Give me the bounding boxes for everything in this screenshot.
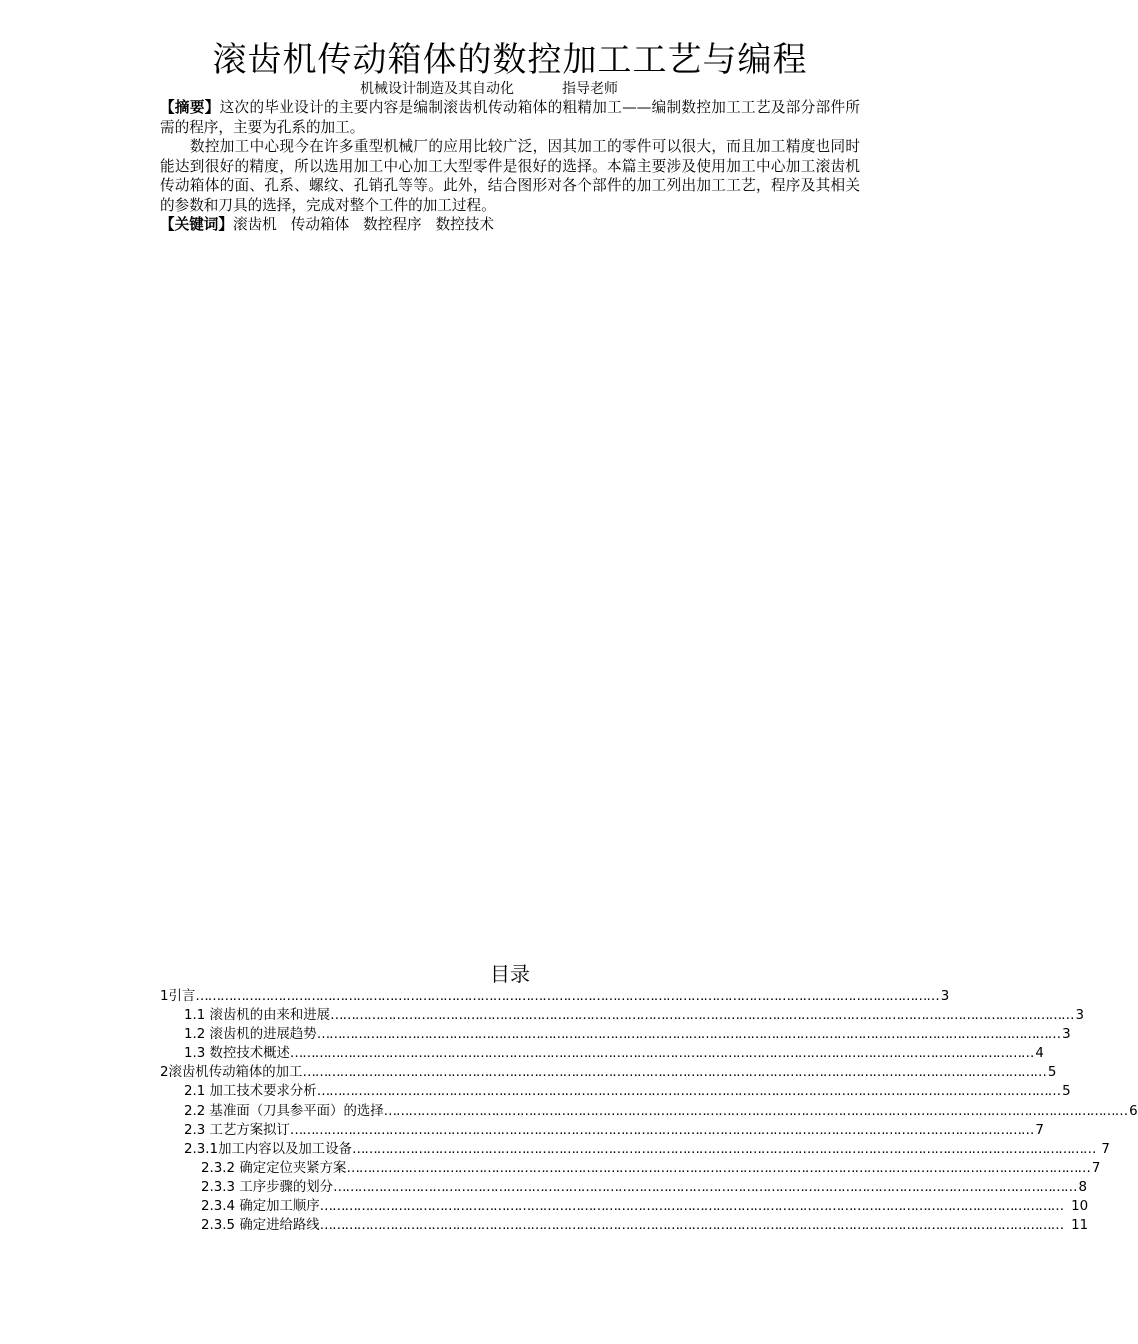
toc-entry[interactable] [160,1121,1044,1140]
toc-leader: ……………………………………………………………………………………………………………………………………………………………… [195,989,939,1004]
keyword-item: 数控技术 [435,216,494,233]
toc-entry-text: 滚齿机传动箱体的加工 [168,1065,303,1081]
toc-entry-text: 2.3.3 工序步骤的划分 [201,1179,334,1195]
toc-leader: ……………………………………………………………………………………………………………………………………………………………… [316,1027,1061,1043]
toc-entry-text: 1.1 滚齿机的由来和进展 [184,1008,331,1024]
toc-entry-text: 2.3 工艺方案拟订 [184,1122,290,1138]
keyword-item: 传动箱体 [290,216,350,233]
keywords-line [160,215,860,235]
toc-leader: ……………………………………………………………………………………………………………………………………………………………… [289,1122,1034,1138]
keyword-item: 数控程序 [363,216,422,233]
toc-entry-page: 11 [1071,1218,1089,1234]
toc-entry-number: 1 [160,989,169,1004]
toc-leader: ……………………………………………………………………………………………………………………………………………………………… [346,1160,1090,1176]
abstract-label: 【摘要】 [160,99,220,116]
toc-entry-text: 2.3.4 确定加工顺序 [201,1199,320,1215]
toc-title: 目录 [490,962,530,986]
toc-entry[interactable] [160,1197,1089,1216]
toc-leader: ……………………………………………………………………………………………………………………………………………………………… [319,1218,1064,1234]
toc-entry-page: 3 [1075,1008,1085,1024]
toc-entry-page: 7 [1091,1160,1101,1176]
toc-entry-text: 2.2 基准面（刀具参平面）的选择 [184,1103,384,1119]
author-info-line [360,80,618,98]
table-of-contents [160,987,1138,1235]
toc-leader: ……………………………………………………………………………………………………………………………………………………………… [351,1141,1096,1157]
toc-entry[interactable] [160,1006,1085,1025]
toc-leader: ……………………………………………………………………………………………………………………………………………………………… [319,1199,1064,1215]
abstract-paragraph-2: 数控加工中心现今在许多重型机械厂的应用比较广泛，因其加工的零件可以很大，而且加工精度也同时能达到很好的精度，所以选用加工中心加工大型零件是很好的选择。本篇主要涉及使用加工中心加工滚齿机传动箱体的面、孔系、螺纹、孔销孔等等。此外，结合图形对各个部件的加工列出加工工艺，程序及其相关的参数和刀具的选择，完成对整个工件的加工过程。 [160,138,860,214]
keywords-label: 【关键词】 [160,216,233,233]
toc-entry-page: 7 [1101,1141,1110,1157]
abstract-paragraph [160,98,860,137]
toc-leader: ……………………………………………………………………………………………………………………………………………………………… [316,1084,1061,1100]
toc-entry[interactable] [160,987,950,1006]
toc-entry-text: 1.3 数控技术概述 [184,1046,290,1062]
toc-entry-text: 引言 [168,989,196,1004]
toc-entry[interactable] [160,1044,1044,1063]
toc-entry[interactable] [160,1082,1071,1101]
toc-entry-page: 10 [1071,1199,1089,1215]
major-name: 机械设计制造及其自动化 [360,81,514,97]
toc-entry-page: 5 [1047,1065,1057,1081]
toc-leader: ……………………………………………………………………………………………………………………………………………………………… [330,1008,1074,1024]
advisor-label: 指导老师 [562,81,618,97]
toc-entry[interactable] [160,1025,1071,1044]
toc-entry-text: 2.3.5 确定进给路线 [201,1218,320,1234]
toc-entry-text: 1.2 滚齿机的进展趋势 [184,1027,317,1043]
toc-entry-page: 4 [1035,1046,1044,1062]
toc-entry-text: 2.1 加工技术要求分析 [184,1084,317,1100]
toc-entry-page: 3 [1062,1027,1071,1043]
toc-entry[interactable] [160,1159,1101,1178]
toc-entry-page: 3 [940,989,950,1004]
toc-leader: ……………………………………………………………………………………………………………………………………………………………… [333,1179,1077,1195]
toc-leader: ……………………………………………………………………………………………………………………………………………………………… [302,1065,1046,1081]
toc-entry-number: 2 [160,1065,169,1081]
toc-entry-page: 7 [1035,1122,1044,1138]
keyword-item: 滚齿机 [232,216,277,233]
toc-entry[interactable] [160,1063,1057,1082]
abstract-text: 这次的毕业设计的主要内容是编制滚齿机传动箱体的粗精加工——编制数控加工工艺及部分部件所需的程序，主要为孔系的加工。 [160,99,860,136]
toc-entry[interactable] [160,1216,1089,1235]
toc-entry-page: 6 [1129,1103,1138,1119]
toc-entry-text: 2.3.1加工内容以及加工设备 [184,1141,352,1157]
toc-entry[interactable] [160,1178,1088,1197]
toc-leader: ……………………………………………………………………………………………………………………………………………………………… [383,1103,1128,1119]
toc-entry-page: 5 [1062,1084,1071,1100]
document-title: 滚齿机传动箱体的数控加工工艺与编程 [212,40,808,80]
toc-leader: ……………………………………………………………………………………………………………………………………………………………… [289,1046,1034,1062]
toc-entry[interactable] [160,1140,1110,1159]
toc-entry-page: 8 [1078,1179,1088,1195]
toc-entry[interactable] [160,1102,1138,1121]
toc-entry-text: 2.3.2 确定定位夹紧方案 [201,1160,347,1176]
